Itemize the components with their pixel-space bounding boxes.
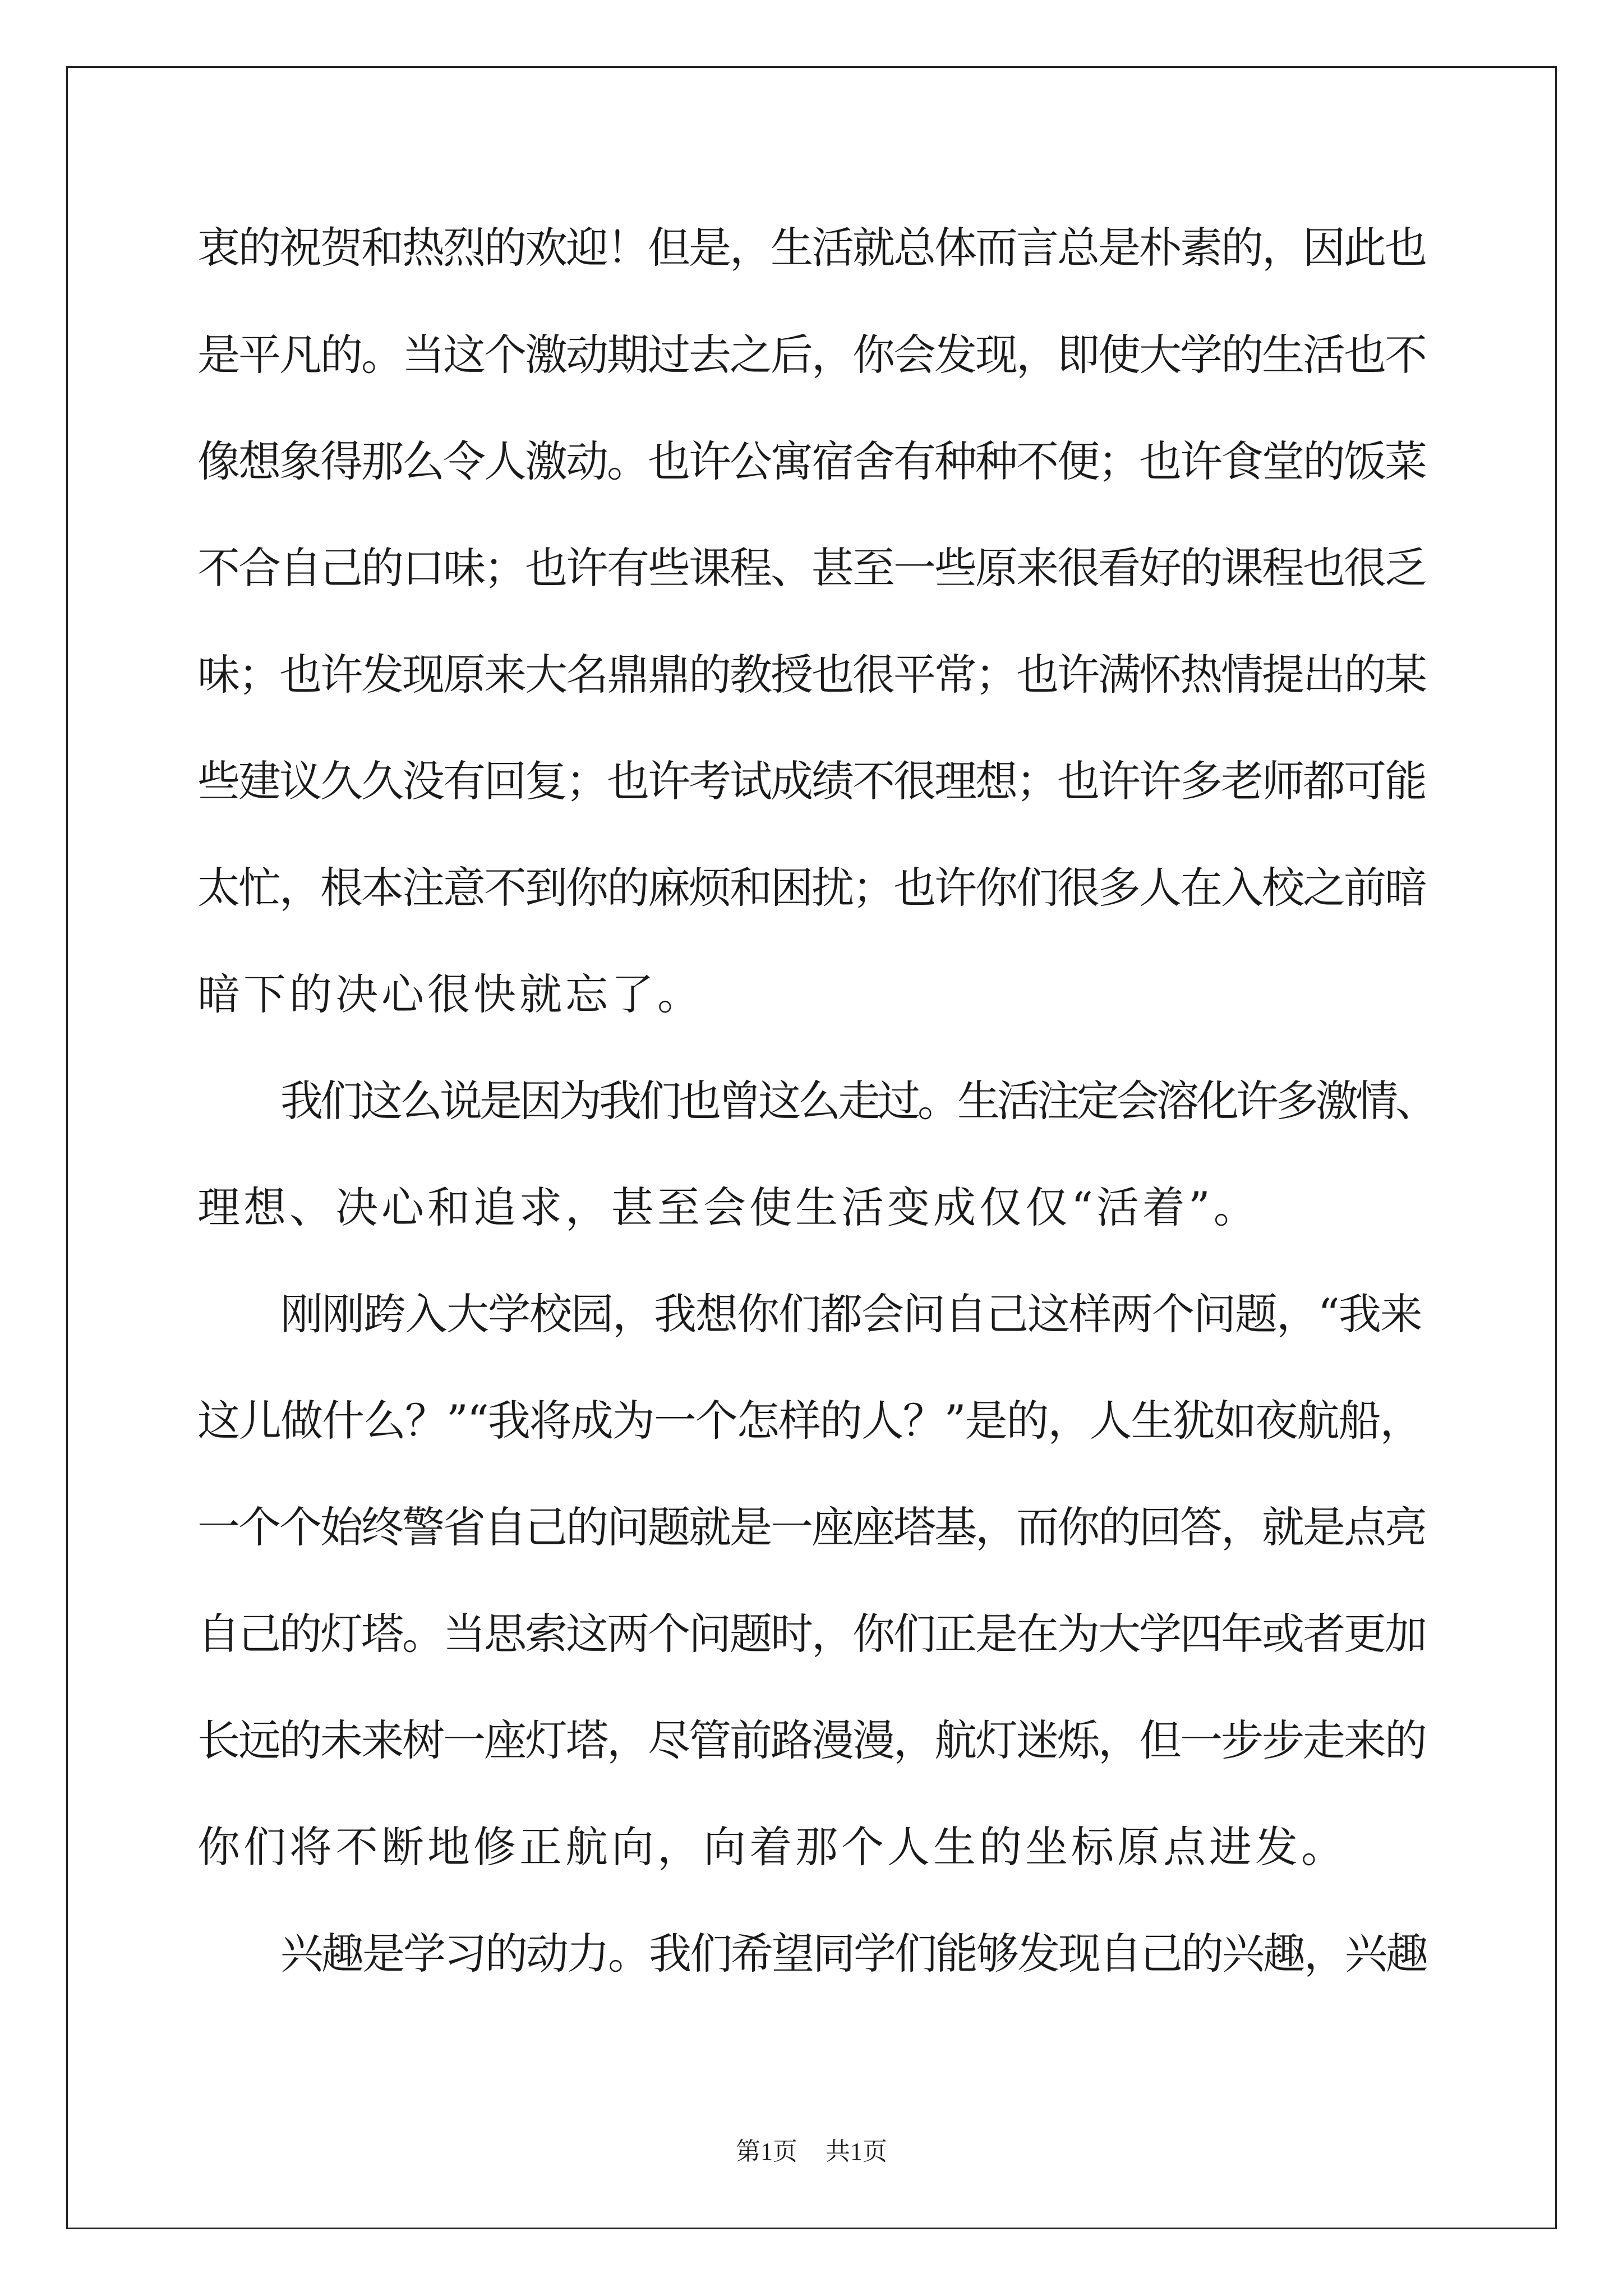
paragraph-3-line-6: 你们将不断地修正航向，向着那个人生的坐标原点进发。 xyxy=(197,1822,1347,1872)
paragraph-1-line-7: 太忙，根本注意不到你的麻烦和困扰；也许你们很多人在入校之前暗 xyxy=(197,863,1426,913)
paragraph-1-line-6: 些建议久久没有回复；也许考试成绩不很理想；也许许多老师都可能 xyxy=(197,756,1426,806)
paragraph-4-line-1: 兴趣是学习的动力。我们希望同学们能够发现自己的兴趣，兴趣 xyxy=(280,1929,1427,1978)
paragraph-2-line-1: 我们这么说是因为我们也曾这么走过。生活注定会溶化许多激情、 xyxy=(280,1076,1435,1126)
paragraph-3-line-2: 这儿做什么？”“我将成为一个怎样的人？”是的，人生犹如夜航船， xyxy=(197,1396,1422,1446)
paragraph-1-line-5: 味；也许发现原来大名鼎鼎的教授也很平常；也许满怀热情提出的某 xyxy=(197,650,1426,700)
paragraph-1-line-1: 衷的祝贺和热烈的欢迎！但是，生活就总体而言总是朴素的，因此也 xyxy=(197,223,1426,273)
paragraph-3-line-3: 一个个始终警省自己的问题就是一座座塔基，而你的回答，就是点亮 xyxy=(197,1502,1426,1552)
page-border xyxy=(66,66,1557,2229)
page-footer xyxy=(0,2135,1623,2169)
paragraph-1-line-2: 是平凡的。当这个激动期过去之后，你会发现，即使大学的生活也不 xyxy=(197,330,1426,380)
paragraph-3-line-5: 长远的未来树一座灯塔，尽管前路漫漫，航灯迷烁，但一步步走来的 xyxy=(197,1715,1426,1765)
paragraph-1-line-3: 像想象得那么令人激动。也许公寓宿舍有种种不便；也许食堂的饭菜 xyxy=(197,436,1426,486)
paragraph-3-line-1: 刚刚跨入大学校园，我想你们都会问自己这样两个问题，“我来 xyxy=(280,1289,1422,1339)
page-number-current: 第1页 xyxy=(736,2138,797,2165)
paragraph-2-line-2: 理想、决心和追求，甚至会使生活变成仅仅“活着”。 xyxy=(197,1182,1260,1232)
paragraph-3-line-4: 自己的灯塔。当思索这两个问题时，你们正是在为大学四年或者更加 xyxy=(197,1609,1426,1659)
paragraph-1-line-4: 不合自己的口味；也许有些课程、甚至一些原来很看好的课程也很乏 xyxy=(197,543,1426,593)
paragraph-1-line-8: 暗下的决心很快就忘了。 xyxy=(197,969,703,1019)
page-number-total: 共1页 xyxy=(826,2138,887,2165)
